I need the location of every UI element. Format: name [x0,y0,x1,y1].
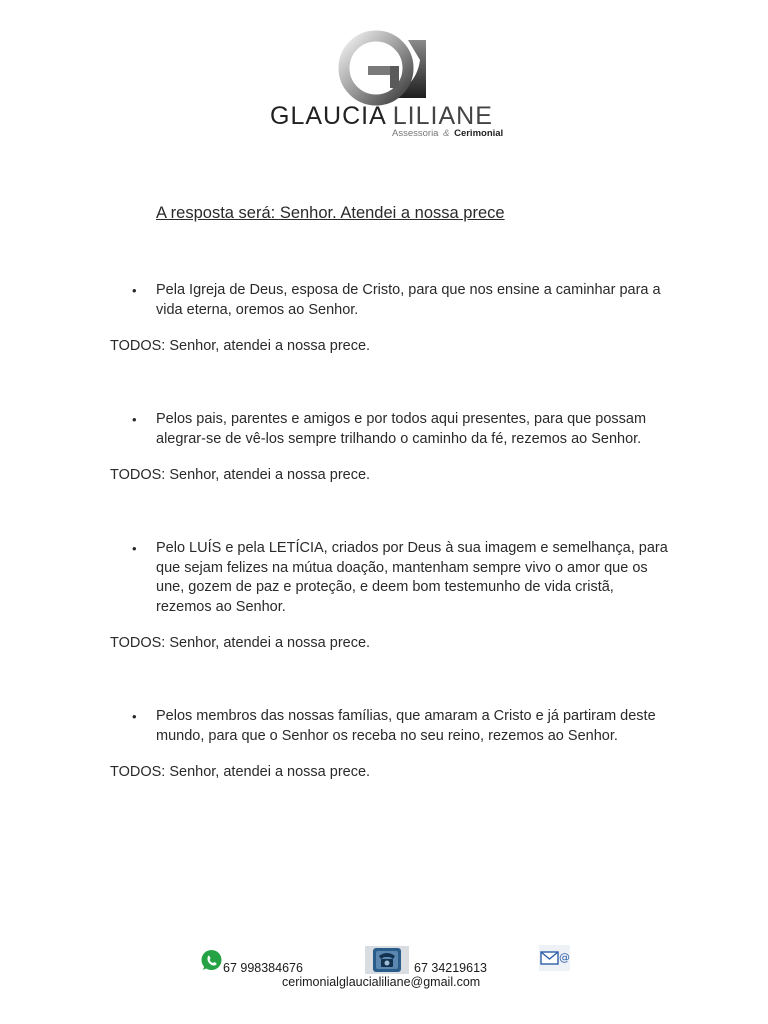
brand-logo [240,30,530,150]
prayer-item [110,281,670,357]
prayer-response: TODOS: Senhor, atendei a nossa prece. [110,338,371,355]
email-address: cerimonialglaucialiliane@gmail.com [282,975,481,989]
prayer-item [110,410,670,486]
tagline-ampersand: & [443,128,450,139]
tagline-assessoria: Assessoria [392,128,439,139]
prayer-bullet [110,281,670,320]
brand-name-second: LILIANE [392,102,493,130]
prayer-text: Pela Igreja de Deus, esposa de Cristo, para que nos ensine a caminhar para a vida eterna, oremos ao Senhor. [156,282,661,318]
whatsapp-number: 67 998384676 [223,961,303,975]
svg-text:@: @ [559,951,570,964]
brand-name [270,102,500,131]
envelope-icon [539,945,570,976]
brand-tagline [392,128,503,139]
prayer-text: Pelo LUÍS e pela LETÍCIA, criados por Deus à sua imagem e semelhança, para que sejam felizes na mútua doação, mantenham sempre vivo o amor que os une, gozem de paz e proteção, e deem bom testemunho de vida cristã, rezemos ao Senhor. [156,540,668,615]
prayer-bullet [110,707,670,746]
prayer-text: Pelos membros das nossas famílias, que amaram a Cristo e já partiram deste mundo, para que o Senhor os receba no seu reino, rezemos ao Senhor. [156,708,656,744]
prayer-text: Pelos pais, parentes e amigos e por todos aqui presentes, para que possam alegrar-se de vê-los sempre trilhando o caminho da fé, rezemos ao Senhor. [156,411,647,447]
bullet-dot-icon: • [132,283,137,298]
bullet-dot-icon: • [132,412,137,427]
bullet-dot-icon: • [132,709,137,724]
prayer-response: TODOS: Senhor, atendei a nossa prece. [110,764,371,781]
tagline-cerimonial: Cerimonial [454,128,504,139]
prayer-item [110,707,670,783]
brand-name-first: GLAUCIA [270,102,387,130]
prayer-item [110,539,670,654]
document-title: A resposta será: Senhor. Atendei a nossa prece [156,204,505,222]
prayer-response: TODOS: Senhor, atendei a nossa prece. [110,635,371,652]
whatsapp-icon [200,949,223,977]
bullet-dot-icon: • [132,541,137,556]
logo-g-emblem-icon [240,30,530,110]
prayer-bullet [110,410,670,449]
phone-number: 67 34219613 [414,961,487,975]
prayer-response: TODOS: Senhor, atendei a nossa prece. [110,467,371,484]
prayer-bullet [110,539,670,617]
